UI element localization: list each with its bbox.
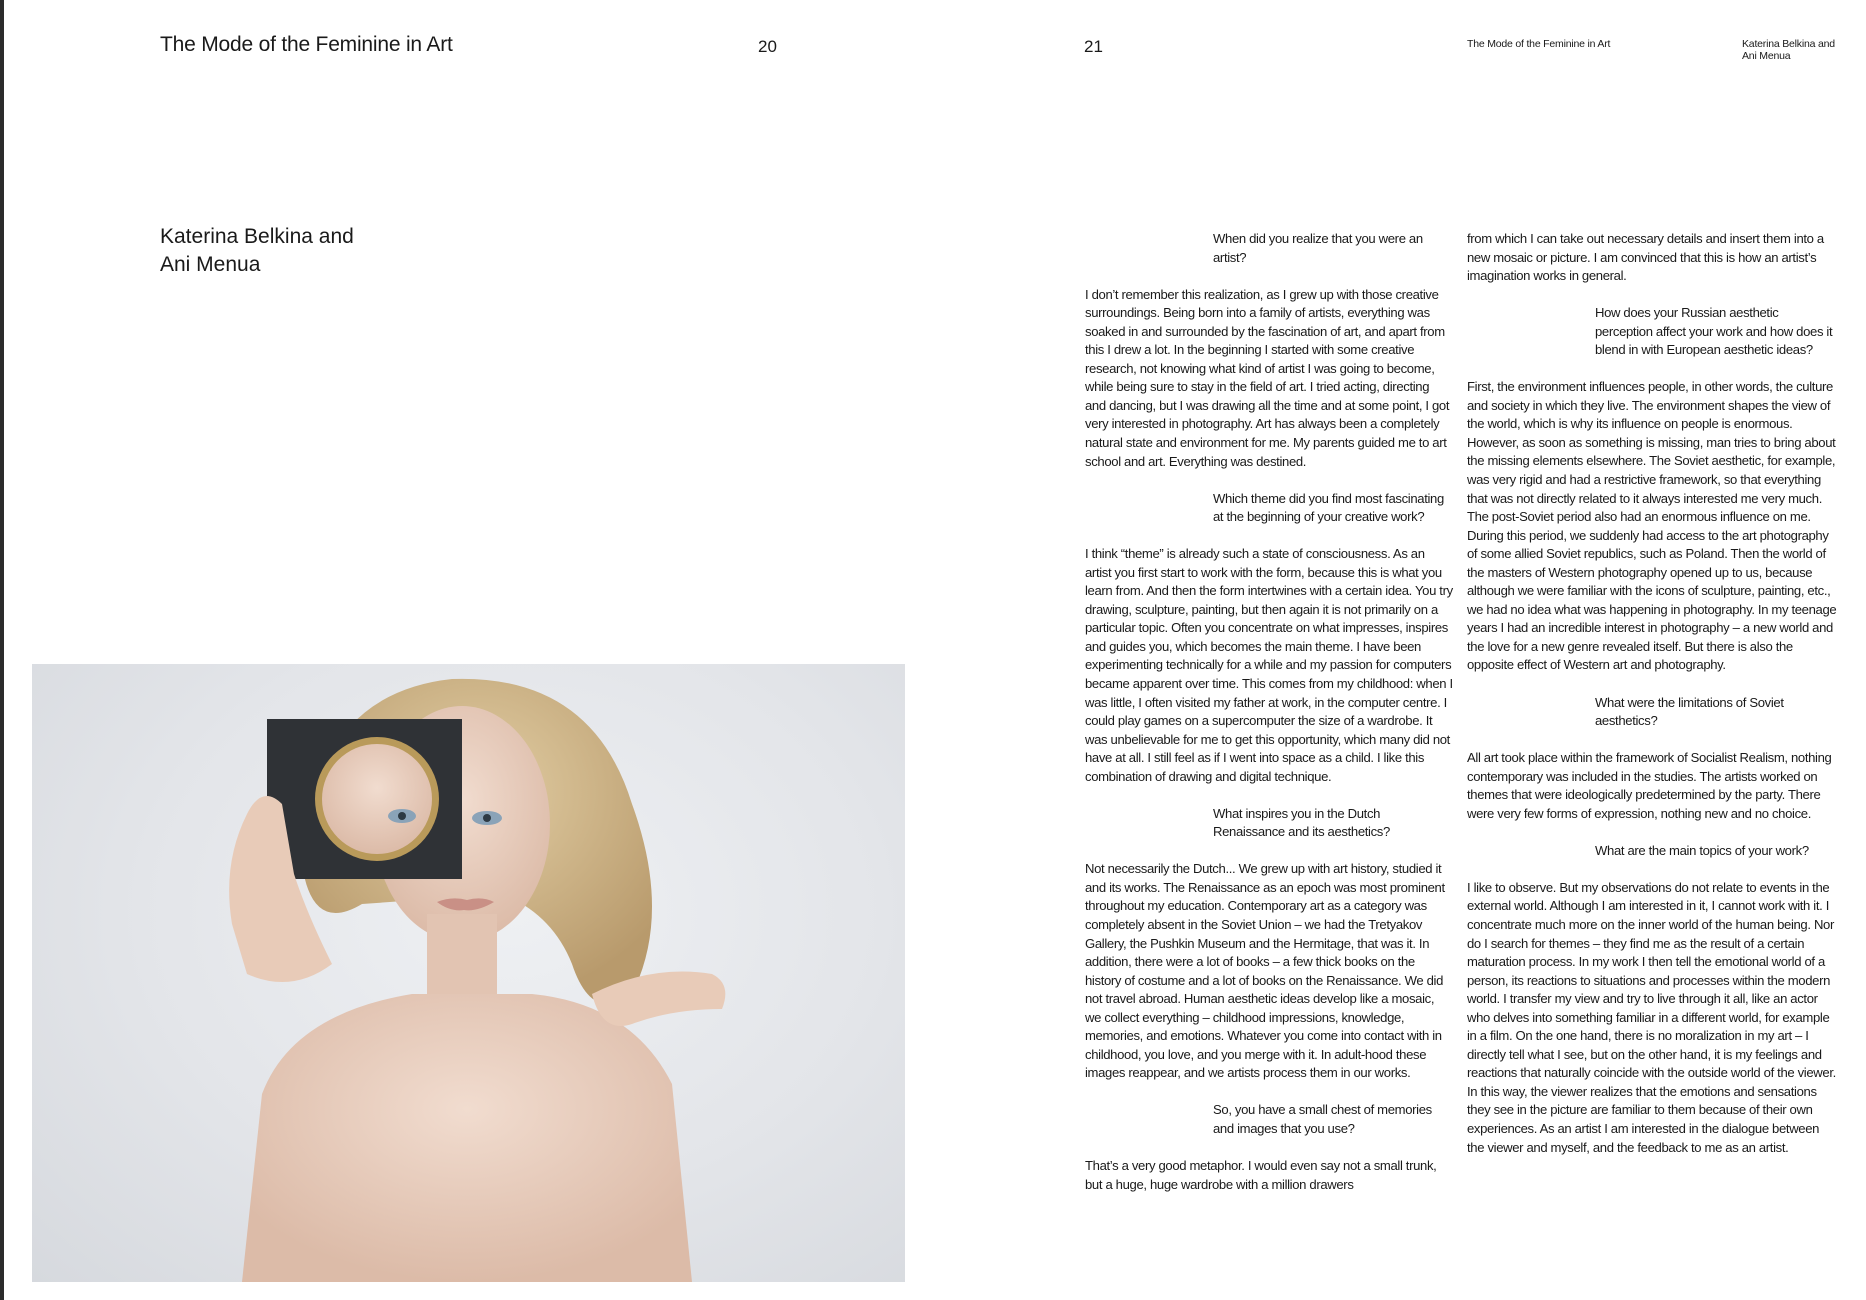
answer: First, the environment influences people, in other words, the culture and society in which they live. The environment shapes the view of the world, which is why its influence on people is enormous. However, as soon as something is missing, man tries to bring about the missing elements elsewhere. The Soviet aesthetic, for example, was very rigid and had a restrictive framework, so that everything that was not directly related to it always interested me very much. The post-Soviet period also had an enormous influence on me. During this period, we suddenly had access to the art photography of some allied Soviet republics, such as Poland. Then the world of the masters of Western photography opened up to us, because although we were familiar with the icons of sculpture, painting, etc., we had no idea what was happening in photography. In my teenage years I had an incredible interest in photography – a new world and the love for a new genre revealed itself. But there is also the opposite effect of Western art and photography. (1467, 379, 1837, 673)
page-number-left: 20 (758, 37, 777, 56)
article-authors (160, 223, 354, 279)
page-number-right: 21 (1084, 37, 1103, 56)
question: What inspires you in the Dutch Renaissance and its aesthetics? (1213, 805, 1390, 840)
answer: Not necessarily the Dutch... We grew up with art history, studied it and its works. The Renaissance as an epoch was most prominent throughout my education. Contemporary art as a category was completely absent in the Soviet Union – we had the Tretyakov Gallery, the Pushkin Museum and the Hermitage, that was it. In addition, there were a lot of books – a few thick books on the history of costume and a lot of books on the Renaissance. We did not travel abroad. Human aesthetic ideas develop like a mosaic, we collect everything – childhood impressions, knowledge, memories, and emotions. Whatever you come into contact with in childhood, you love, and you merge with it. In adult-hood these images reappear, and we artists process them in our works. (1085, 861, 1445, 1081)
question: Which theme did you find most fascinating at the beginning of your creative work? (1213, 490, 1444, 525)
answer: I think “theme” is already such a state of consciousness. As an artist you first start to work with the form, because this is what you learn from. And then the form intertwines with a certain idea. You try drawing, sculpture, painting, but then again it is not primarily on a particular topic. Often you concentrate on what impresses, inspires and guides you, which becomes the main theme. I have been experimenting technically for a while and my passion for computers became apparent over time. This comes from my childhood: when I was little, I often visited my father at work, in the computer centre. I could play games on a supercomputer the size of a wardrobe. It was unbelievable for me to get this opportunity, which many did not have at all. I still feel as if I went into space as a child. I like this combination of drawing and digital technique. (1085, 546, 1453, 784)
text-column-left (1085, 230, 1453, 1213)
running-title-right: The Mode of the Feminine in Art (1467, 38, 1611, 50)
running-title-left: The Mode of the Feminine in Art (160, 33, 453, 56)
answer: All art took place within the framework of Socialist Realism, nothing contemporary was included in the studies. The artists worked on themes that were ideologically predetermined by the party. There were very few forms of expression, nothing new and no choice. (1467, 750, 1832, 821)
running-authors-right (1742, 38, 1835, 62)
answer: That’s a very good metaphor. I would even say not a small trunk, but a huge, huge wardrobe with a million drawers (1085, 1158, 1437, 1192)
page-edge-shadow (0, 0, 4, 1300)
answer: I like to observe. But my observations do not relate to events in the external world. Although I am interested in it, I cannot work with it. I concentrate much more on the inner world of the human being. Nor do I search for themes – they find me as the result of a certain maturation process. In my work I then tell the emotional world of a person, its reactions to situations and processes within the modern world. I transfer my view and try to live through it all, like an actor who delves into something familiar in a different world, for example in a film. On the one hand, there is no moralization in my art – I directly tell what I see, but on the other hand, it is my feelings and reactions that naturally coincide with the outside world of the viewer. In this way, the viewer realizes that the emotions and sensations they see in the picture are familiar to them because of their own experiences. As an artist I am interested in the dialogue between the viewer and myself, and the feedback to me as an artist. (1467, 879, 1836, 1155)
portrait-photo (32, 664, 905, 1282)
answer: from which I can take out necessary details and insert them into a new mosaic or picture. I am convinced that this is how an artist’s imagination works in general. (1467, 231, 1824, 284)
running-authors-line1: Katerina Belkina and (1742, 38, 1835, 50)
answer: I don’t remember this realization, as I grew up with those creative surroundings. Being born into a family of artists, everything was soaked in and surrounded by the fascination of art, and apart from this I drew a lot. In the beginning I started with some creative research, not knowing what kind of artist I was going to become, while being sure to stay in the field of art. I tried acting, directing and dancing, but I was drawing all the time and at some point, I got very interested in photography. Art has always been a completely natural state and environment for me. My parents guided me to art school and art. Everything was destined. (1085, 286, 1450, 469)
portrait-illustration (32, 664, 905, 1282)
running-authors-line2: Ani Menua (1742, 50, 1791, 62)
question: When did you realize that you were an artist? (1213, 231, 1423, 265)
authors-line-1: Katerina Belkina and (160, 225, 354, 248)
text-column-right (1467, 230, 1837, 1176)
authors-line-2: Ani Menua (160, 253, 261, 276)
question: How does your Russian aesthetic perception affect your work and how does it blend in with European aesthetic ideas? (1595, 305, 1833, 358)
question: What are the main topics of your work? (1595, 842, 1809, 858)
question: What were the limitations of Soviet aesthetics? (1595, 694, 1784, 729)
question: So, you have a small chest of memories and images that you use? (1213, 1102, 1432, 1136)
